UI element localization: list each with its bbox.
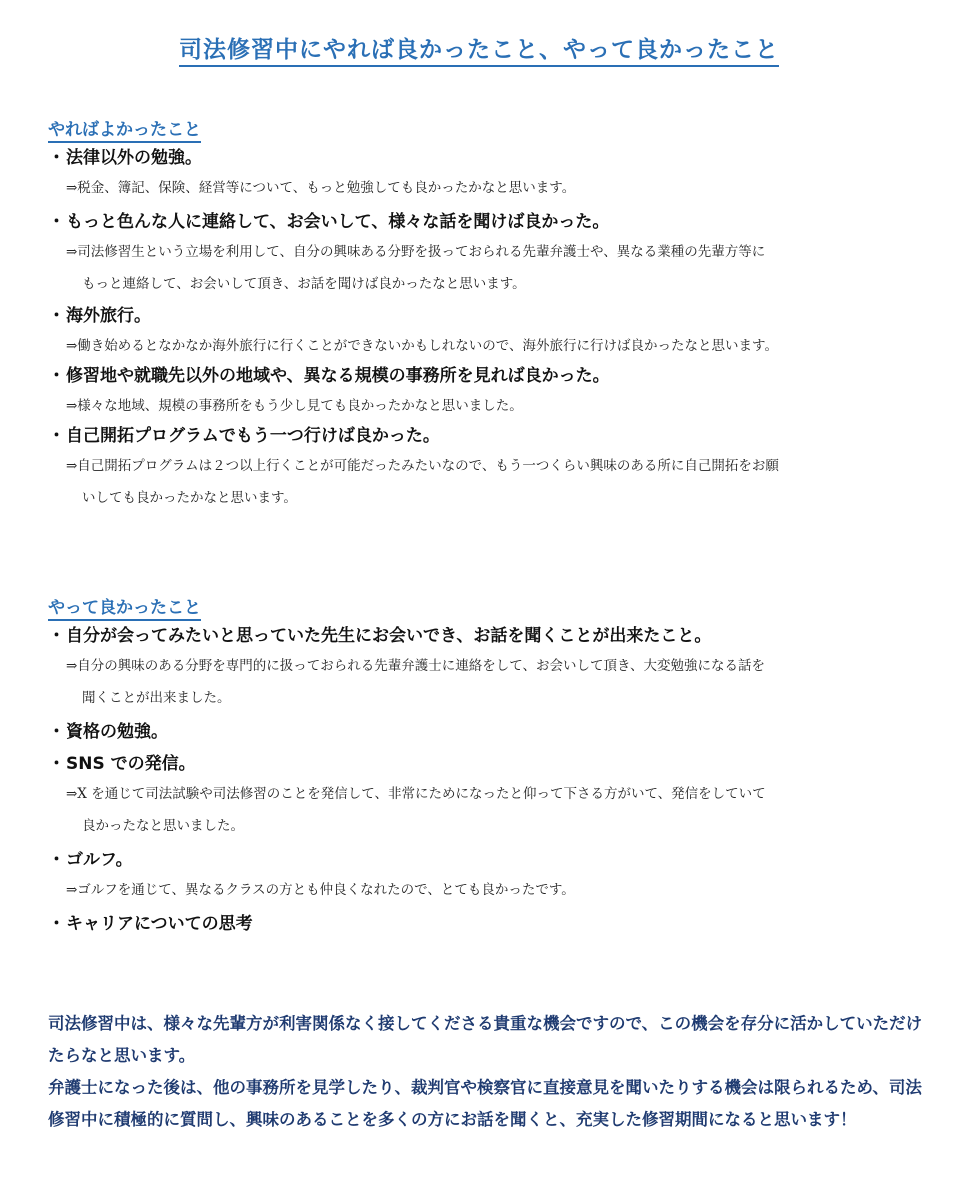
item-title: ・法律以外の勉強。 bbox=[48, 148, 202, 168]
list-item bbox=[48, 750, 928, 842]
summary-paragraph: 司法修習中は、様々な先輩方が利害関係なく接してくださる貴重な機会ですので、この機会を存分に活かしていただけたらなと思います。 bbox=[48, 1014, 923, 1065]
summary-paragraph: 弁護士になった後は、他の事務所を見学したり、裁判官や検察官に直接意見を聞いたりする機会は限られるため、司法修習中に積極的に質問し、興味のあることを多くの方にお話を聞くと、充実した修習期間になると思います！ bbox=[48, 1078, 922, 1129]
item-description: ⇒ゴルフを通じて、異なるクラスの方とも仲良くなれたので、とても良かったです。 bbox=[66, 882, 575, 898]
list-item bbox=[48, 718, 928, 746]
list-item bbox=[48, 622, 928, 714]
page-title-text: 司法修習中にやれば良かったこと、やって良かったこと bbox=[179, 37, 779, 67]
item-description: ⇒自己開拓プログラムは２つ以上行くことが可能だったみたいなので、もう一つくらい興味のある所に自己開拓をお願 いしても良かったかなと思います。 bbox=[66, 458, 779, 506]
item-description: ⇒様々な地域、規模の事務所をもう少し見ても良かったかなと思いました。 bbox=[66, 398, 523, 414]
item-title: ・キャリアについての思考 bbox=[48, 914, 253, 934]
item-title: ・SNS での発信。 bbox=[48, 754, 196, 774]
item-description: ⇒働き始めるとなかなか海外旅行に行くことができないかもしれないので、海外旅行に行けば良かったなと思います。 bbox=[66, 338, 778, 354]
item-description: ⇒税金、簿記、保険、経営等について、もっと勉強しても良かったかなと思います。 bbox=[66, 180, 576, 196]
item-title: ・資格の勉強。 bbox=[48, 722, 168, 742]
page-title bbox=[0, 34, 958, 66]
summary-message bbox=[48, 1008, 928, 1136]
item-title: ・自分が会ってみたいと思っていた先生にお会いでき、お話を聞くことが出来たこと。 bbox=[48, 626, 712, 646]
list-item bbox=[48, 208, 928, 300]
item-description: ⇒司法修習生という立場を利用して、自分の興味ある分野を扱っておられる先輩弁護士や、異なる業種の先輩方等に もっと連絡して、お会いして頂き、お話を聞けば良かったなと思います。 bbox=[66, 244, 766, 292]
item-title: ・もっと色んな人に連絡して、お会いして、様々な話を聞けば良かった。 bbox=[48, 212, 610, 232]
section-should-have-done bbox=[48, 118, 928, 514]
item-title: ・修習地や就職先以外の地域や、異なる規模の事務所を見れば良かった。 bbox=[48, 366, 610, 386]
list-item bbox=[48, 422, 928, 514]
section-heading: やって良かったこと bbox=[48, 596, 928, 622]
list-item bbox=[48, 362, 928, 422]
list-item bbox=[48, 144, 928, 204]
list-item bbox=[48, 846, 928, 906]
item-description: ⇒自分の興味のある分野を専門的に扱っておられる先輩弁護士に連絡をして、お会いして頂き、大変勉強になる話を 聞くことが出来ました。 bbox=[66, 658, 765, 706]
item-title: ・自己開拓プログラムでもう一つ行けば良かった。 bbox=[48, 426, 440, 446]
item-title: ・海外旅行。 bbox=[48, 306, 151, 326]
list-item bbox=[48, 910, 928, 938]
item-description: ⇒X を通じて司法試験や司法修習のことを発信して、非常にためになったと仰って下さる方がいて、発信をしていて 良かったなと思いました。 bbox=[66, 786, 766, 834]
section-glad-i-did bbox=[48, 596, 928, 938]
section-heading: やればよかったこと bbox=[48, 118, 928, 144]
list-item bbox=[48, 302, 928, 362]
item-title: ・ゴルフ。 bbox=[48, 850, 133, 870]
